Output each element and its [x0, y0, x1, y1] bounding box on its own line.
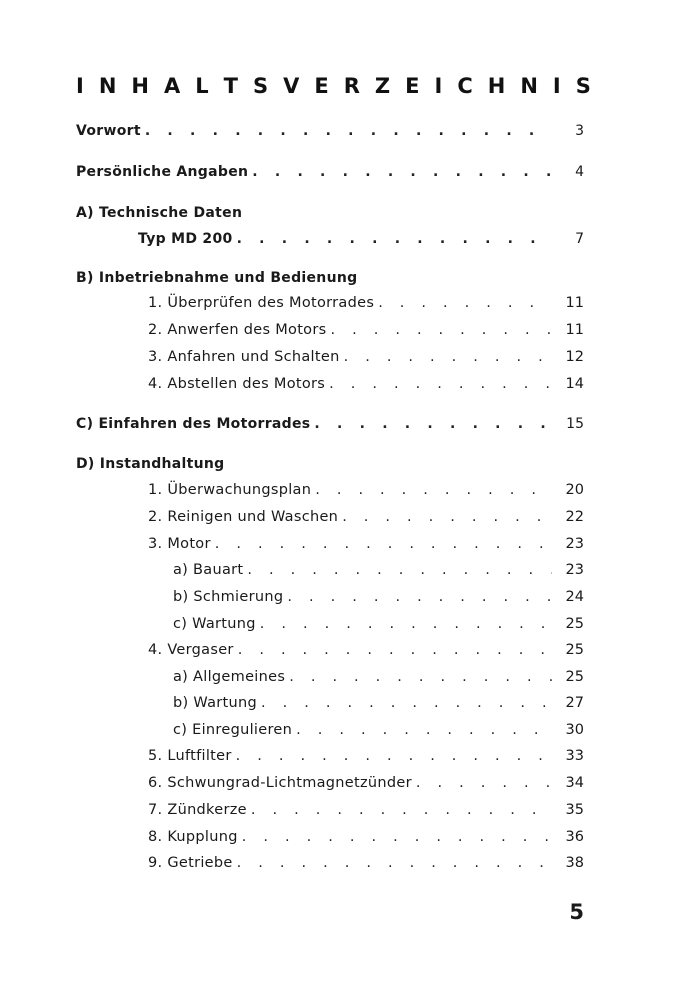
section-heading-label: A) Technische Daten: [76, 205, 243, 221]
toc-entry-d4c[interactable]: [173, 721, 584, 739]
toc-entry-d6[interactable]: [148, 774, 584, 792]
toc-entry-d4b[interactable]: [173, 694, 584, 712]
toc-entry-label: 9. Getriebe: [148, 855, 233, 871]
title-letter: H: [131, 74, 149, 98]
toc-entry-d5[interactable]: [148, 747, 584, 765]
toc-entry-page: 25: [565, 669, 584, 685]
toc-entry-page: 22: [565, 509, 584, 525]
toc-entry-label: 1. Überwachungsplan: [148, 482, 312, 498]
title-letter: Z: [374, 74, 391, 98]
toc-entry-d2[interactable]: [148, 508, 584, 526]
toc-entry-vorwort[interactable]: [76, 122, 584, 140]
toc-entry-label: 8. Kupplung: [148, 829, 238, 845]
toc-entry-label: 4. Vergaser: [148, 642, 234, 658]
title-letter: I: [434, 74, 443, 98]
leader-dots: [238, 641, 552, 659]
toc-entry-b3[interactable]: [148, 348, 584, 366]
toc-entry-d4a[interactable]: [173, 668, 584, 686]
toc-entry-page: 25: [565, 616, 584, 632]
toc-entry-label: 5. Luftfilter: [148, 748, 232, 764]
leader-dots: [314, 415, 552, 433]
toc-entry-d3c[interactable]: [173, 615, 584, 633]
toc-entry-b4[interactable]: [148, 375, 584, 393]
toc-entry-label: 2. Reinigen und Waschen: [148, 509, 339, 525]
title-letter: N: [520, 74, 538, 98]
toc-entry-label: a) Allgemeines: [173, 669, 286, 685]
title-letter: I: [552, 74, 561, 98]
toc-entry-page: 20: [565, 482, 584, 498]
toc-entry-typ-md-200[interactable]: [138, 230, 584, 248]
leader-dots: [252, 163, 552, 181]
toc-entry-d8[interactable]: [148, 828, 584, 846]
title-letter: N: [98, 74, 117, 98]
toc-entry-page: 36: [565, 829, 584, 845]
toc-entry-label: 4. Abstellen des Motors: [148, 376, 326, 392]
toc-entry-label: 3. Motor: [148, 536, 211, 552]
title-letter: S: [575, 74, 591, 98]
toc-entry-label: Typ MD 200: [138, 231, 233, 247]
toc-entry-page: 24: [565, 589, 584, 605]
leader-dots: [378, 294, 552, 312]
toc-entry-page: 35: [565, 802, 584, 818]
title-letter: S: [252, 74, 269, 98]
toc-entry-page: 34: [565, 775, 584, 791]
toc-entry-d3a[interactable]: [173, 561, 584, 579]
toc-entry-page: 12: [565, 349, 584, 365]
toc-entry-d7[interactable]: [148, 801, 584, 819]
leader-dots: [287, 588, 552, 606]
toc-entry-d4[interactable]: [148, 641, 584, 659]
toc-entry-label: 3. Anfahren und Schalten: [148, 349, 340, 365]
title-letter: C: [457, 74, 473, 98]
toc-entry-label: 6. Schwungrad-Lichtmagnetzünder: [148, 775, 412, 791]
toc-entry-label: Vorwort: [76, 123, 141, 139]
toc-entry-label: 7. Zündkerze: [148, 802, 247, 818]
title-letter: T: [223, 74, 238, 98]
toc-entry-page: 3: [575, 123, 584, 139]
title-letter: L: [195, 74, 209, 98]
leader-dots: [260, 615, 552, 633]
toc-entry-page: 7: [575, 231, 584, 247]
toc-entry-c[interactable]: [76, 415, 584, 433]
title-letter: E: [405, 74, 420, 98]
leader-dots: [237, 230, 552, 248]
leader-dots: [251, 801, 552, 819]
leader-dots: [315, 481, 552, 499]
title-letter: I: [76, 74, 84, 98]
leader-dots: [242, 828, 552, 846]
toc-entry-b2[interactable]: [148, 321, 584, 339]
leader-dots: [145, 122, 552, 140]
toc-entry-page: 25: [565, 642, 584, 658]
leader-dots: [215, 535, 552, 553]
toc-entry-label: b) Wartung: [173, 695, 257, 711]
toc-entry-label: 1. Überprüfen des Motorrades: [148, 295, 375, 311]
leader-dots: [237, 854, 552, 872]
section-heading-b: [76, 269, 357, 287]
leader-dots: [247, 561, 552, 579]
toc-entry-page: 23: [565, 562, 584, 578]
title-letter: A: [163, 74, 181, 98]
toc-entry-page: 14: [565, 376, 584, 392]
section-heading-a: [76, 204, 242, 222]
title-letter: H: [487, 74, 506, 98]
page-title: [76, 74, 591, 98]
leader-dots: [296, 721, 552, 739]
toc-entry-page: 11: [565, 322, 584, 338]
toc-entry-page: 30: [565, 722, 584, 738]
toc-entry-page: 11: [565, 295, 584, 311]
section-heading-d: [76, 455, 225, 473]
toc-entry-page: 27: [565, 695, 584, 711]
toc-entry-d3b[interactable]: [173, 588, 584, 606]
toc-entry-label: c) Einregulieren: [173, 722, 293, 738]
toc-entry-label: C) Einfahren des Motorrades: [76, 416, 311, 432]
leader-dots: [416, 774, 552, 792]
toc-entry-label: c) Wartung: [173, 616, 256, 632]
toc-entry-page: 4: [575, 164, 584, 180]
toc-entry-page: 38: [565, 855, 584, 871]
toc-entry-label: a) Bauart: [173, 562, 244, 578]
toc-entry-page: 15: [566, 416, 584, 432]
section-heading-label: B) Inbetriebnahme und Bedienung: [76, 270, 358, 286]
toc-entry-label: Persönliche Angaben: [76, 164, 249, 180]
toc-entry-page: 23: [565, 536, 584, 552]
page-number: 5: [569, 900, 584, 924]
title-letter: R: [343, 74, 360, 98]
leader-dots: [236, 747, 552, 765]
leader-dots: [261, 694, 552, 712]
title-letter: V: [283, 74, 300, 98]
section-heading-label: D) Instandhaltung: [76, 456, 225, 472]
toc-entry-d1[interactable]: [148, 481, 584, 499]
toc-entry-label: 2. Anwerfen des Motors: [148, 322, 327, 338]
title-letter: E: [314, 74, 329, 98]
leader-dots: [342, 508, 552, 526]
toc-entry-label: b) Schmierung: [173, 589, 284, 605]
leader-dots: [330, 321, 552, 339]
toc-entry-page: 33: [565, 748, 584, 764]
leader-dots: [344, 348, 552, 366]
toc-entry-b1[interactable]: [148, 294, 584, 312]
toc-entry-persoenliche-angaben[interactable]: [76, 163, 584, 181]
leader-dots: [289, 668, 552, 686]
toc-entry-d9[interactable]: [148, 854, 584, 872]
toc-entry-d3[interactable]: [148, 535, 584, 553]
leader-dots: [329, 375, 552, 393]
